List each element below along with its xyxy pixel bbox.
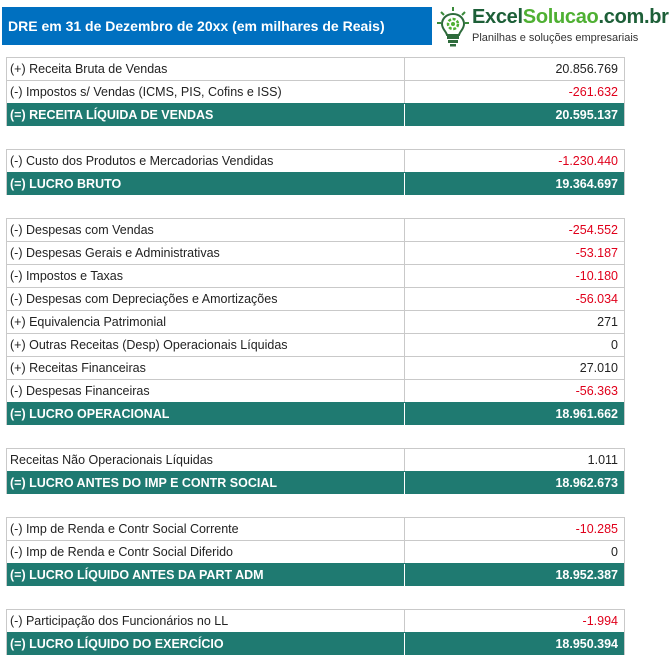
row-value: -56.034	[404, 288, 624, 310]
total-label: (=) LUCRO LÍQUIDO DO EXERCÍCIO	[10, 637, 224, 651]
row-label: (-) Despesas Financeiras	[10, 384, 150, 398]
row-value: -10.180	[404, 265, 624, 287]
section-lucro-liquido-exercicio	[6, 609, 625, 655]
total-row	[7, 632, 624, 655]
row-label: (-) Despesas com Depreciações e Amortizações	[10, 292, 278, 306]
row-value: -254.552	[404, 219, 624, 241]
total-value: 18.950.394	[404, 633, 624, 655]
table-row	[7, 218, 624, 241]
total-label: (=) LUCRO OPERACIONAL	[10, 407, 170, 421]
table-row	[7, 287, 624, 310]
row-value: -261.632	[404, 81, 624, 103]
section-lucro-antes-imp	[6, 448, 625, 494]
row-value: 0	[404, 334, 624, 356]
excelsolucao-logo[interactable]	[436, 4, 669, 52]
row-label: (-) Participação dos Funcionários no LL	[10, 614, 229, 628]
section-lucro-bruto	[6, 149, 625, 195]
row-value: -1.230.440	[404, 150, 624, 172]
table-row	[7, 149, 624, 172]
table-row	[7, 241, 624, 264]
total-value: 18.961.662	[404, 403, 624, 425]
row-value: 271	[404, 311, 624, 333]
header	[0, 0, 669, 55]
row-value: -56.363	[404, 380, 624, 402]
total-value: 18.952.387	[404, 564, 624, 586]
total-value: 18.962.673	[404, 472, 624, 494]
section-receita	[6, 57, 625, 126]
row-label: (-) Impostos s/ Vendas (ICMS, PIS, Cofins e ISS)	[10, 85, 282, 99]
table-row	[7, 448, 624, 471]
row-value: -53.187	[404, 242, 624, 264]
row-label: (-) Imp de Renda e Contr Social Corrente	[10, 522, 239, 536]
row-value: -1.994	[404, 610, 624, 632]
row-value: 20.856.769	[404, 58, 624, 80]
total-label: (=) LUCRO BRUTO	[10, 177, 122, 191]
total-row	[7, 471, 624, 494]
table-row	[7, 540, 624, 563]
table-row	[7, 333, 624, 356]
row-value: 27.010	[404, 357, 624, 379]
table-row	[7, 609, 624, 632]
row-label: (-) Despesas com Vendas	[10, 223, 154, 237]
row-label: Receitas Não Operacionais Líquidas	[10, 453, 213, 467]
table-row	[7, 264, 624, 287]
row-label: (+) Outras Receitas (Desp) Operacionais Líquidas	[10, 338, 288, 352]
total-label: (=) RECEITA LÍQUIDA DE VENDAS	[10, 108, 214, 122]
total-row	[7, 172, 624, 195]
report-title: DRE em 31 de Dezembro de 20xx (em milhares de Reais)	[2, 7, 432, 45]
total-row	[7, 563, 624, 586]
logo-part-domain: .com.br	[598, 6, 669, 28]
table-row	[7, 517, 624, 540]
row-label: (-) Custo dos Produtos e Mercadorias Vendidas	[10, 154, 274, 168]
table-row	[7, 80, 624, 103]
row-value: 0	[404, 541, 624, 563]
logo-part-solucao: Solucao	[522, 6, 599, 28]
table-row	[7, 310, 624, 333]
total-row	[7, 103, 624, 126]
row-label: (-) Imp de Renda e Contr Social Diferido	[10, 545, 234, 559]
logo-tagline: Planilhas e soluções empresariais	[472, 32, 639, 44]
section-lucro-operacional	[6, 218, 625, 425]
lightbulb-gear-icon	[436, 6, 470, 48]
row-label: (+) Receitas Financeiras	[10, 361, 146, 375]
total-value: 20.595.137	[404, 104, 624, 126]
table-row	[7, 379, 624, 402]
section-lucro-liquido-antes-part	[6, 517, 625, 586]
row-value: 1.011	[404, 449, 624, 471]
logo-wordmark	[472, 6, 669, 29]
row-label: (-) Despesas Gerais e Administrativas	[10, 246, 220, 260]
logo-part-excel: Excel	[472, 6, 523, 28]
row-label: (+) Equivalencia Patrimonial	[10, 315, 166, 329]
total-row	[7, 402, 624, 425]
row-value: -10.285	[404, 518, 624, 540]
total-label: (=) LUCRO ANTES DO IMP E CONTR SOCIAL	[10, 476, 278, 490]
total-label: (=) LUCRO LÍQUIDO ANTES DA PART ADM	[10, 568, 264, 582]
row-label: (+) Receita Bruta de Vendas	[10, 62, 168, 76]
table-row	[7, 57, 624, 80]
row-label: (-) Impostos e Taxas	[10, 269, 124, 283]
total-value: 19.364.697	[404, 173, 624, 195]
table-row	[7, 356, 624, 379]
